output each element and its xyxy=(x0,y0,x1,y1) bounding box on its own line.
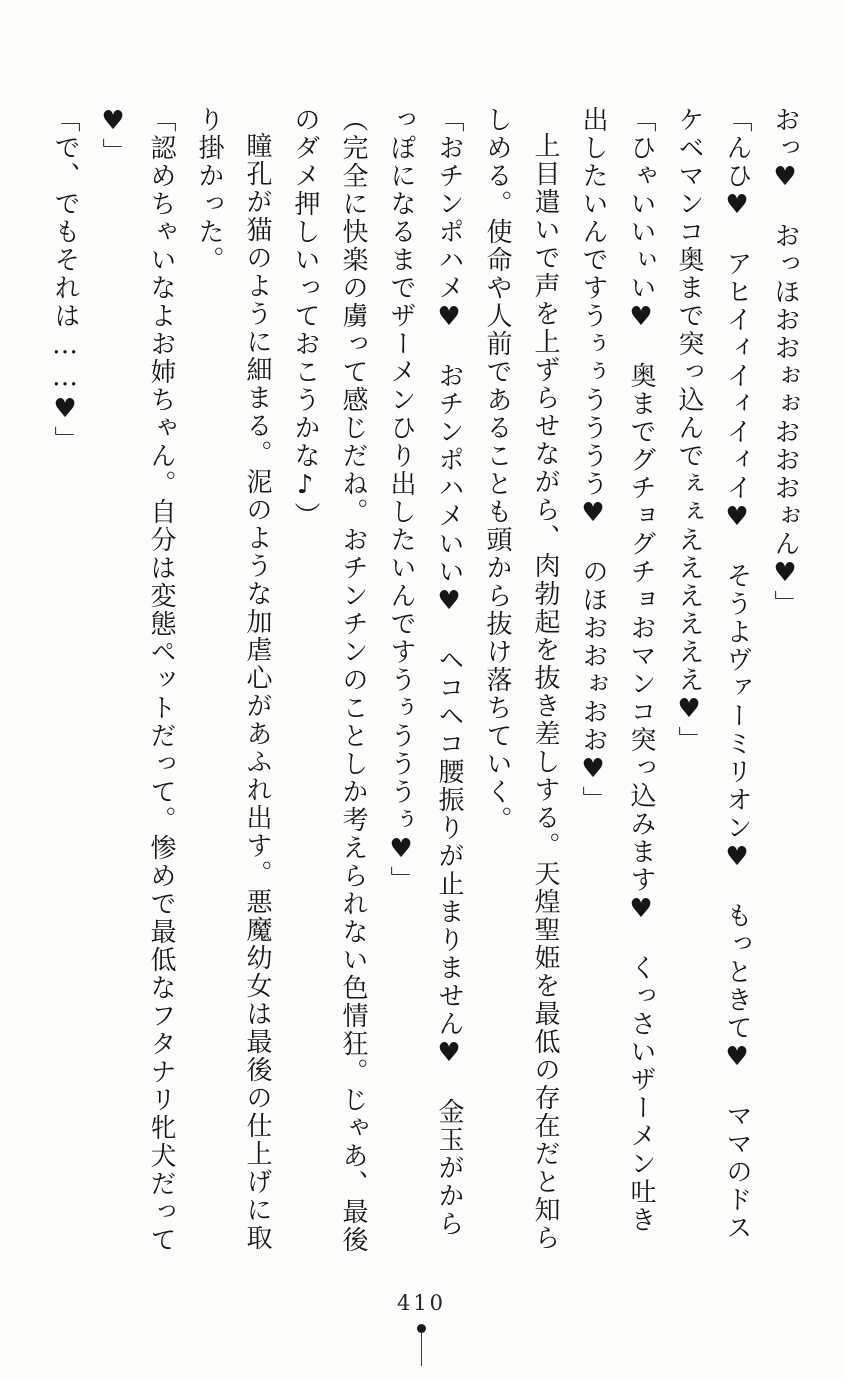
page-ornament-icon xyxy=(417,1324,426,1366)
page-number: 410 xyxy=(396,1291,447,1315)
dialogue-line: 「ひゃいいぃい♥ 奥までグチョグチョおマンコ突っ込みます♥ くっさいザーメン吐き出したいんですうぅぅうううう♥ のほおおぉおお♥」 xyxy=(578,106,656,1234)
dialogue-line: 「認めちゃいなよお姉ちゃん。自分は変態ペットだって。惨めで最低なフタナリ牝犬だって♥」 xyxy=(98,106,176,1254)
page-footer xyxy=(0,1291,843,1366)
ornament-dot xyxy=(417,1324,426,1333)
vertical-text-block xyxy=(31,106,809,1258)
narration-paragraph: 上目遣いで声を上ずらせながら、肉勃起を抜き差しする。天煌聖姫を最低の存在だと知らしめる。使命や人前であることも頭から抜け落ちていく。 xyxy=(482,106,560,1252)
dialogue-line: 「んひ♥ アヒイィイィイィイ♥ そうよヴァーミリオン♥ もっときて♥ ママのドスケベマンコ奥まで突っ込んでぇぇええええええ♥」 xyxy=(674,106,752,1242)
ornament-stem xyxy=(421,1333,422,1366)
dialogue-line: 「おチンポハメ♥ おチンポハメいい♥ ヘコヘコ腰振りが止まりません♥ 金玉がからっぽになるまでザーメンひり出したいんですうぅうううぅ♥」 xyxy=(386,106,464,1238)
dialogue-line: 「で、でもそれは……♥」 xyxy=(50,106,80,454)
inner-monologue-line: （完全に快楽の虜って感じだね。おチンチンのことしか考えられない色情狂。じゃあ、最後のダメ押しいっておこうかな♪） xyxy=(290,106,368,1254)
narration-paragraph: 瞳孔が猫のように細まる。泥のような加虐心があふれ出す。悪魔幼女は最後の仕上げに取り掛かった。 xyxy=(194,106,272,1252)
dialogue-line: おっ♥ おっほおおぉぉおおおぉん♥」 xyxy=(770,106,800,618)
